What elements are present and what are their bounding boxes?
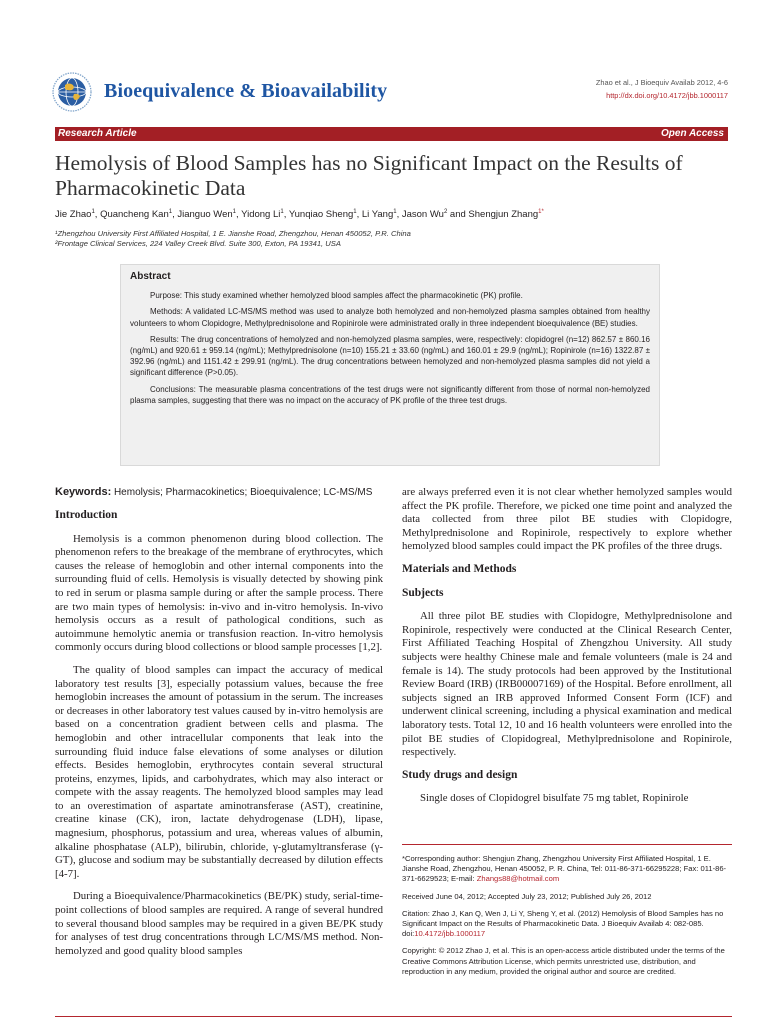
subjects-paragraph: All three pilot BE studies with Clopidogre, Methylprednisolone and Ropinirole, respectively were conducted at the Clinical Research Center, First Affiliated Teaching Hospital of Zhengzhou University. All study subjects were healthy Chinese male and female volunteers (male is 24 and female is 14). The study protocols had been approved by the Institutional Review Board (IRB) (IRB00007169) of the Hospital. Before enrollment, all subjects signed an IRB approved Informed Consent Form (ICF) and underwent clinical screening, including a physical examination and medical laboratory tests. Total 12, 10 and 16 health volunteers were enrolled into the pilot BE studies of Clopidogreal, Methylprednisolone and Ropinirole, respectively. — [402, 610, 732, 759]
abstract-methods: Methods: A validated LC-MS/MS method was used to analyze both hemolyzed and non-hemolyzed plasma samples obtained from healthy volunteers to whom Clopidogre, Methylprednisolone and Ropinirole were administrated orally in three independent bioequivalence (BE) studies. — [130, 307, 650, 328]
globe-logo-icon — [52, 72, 92, 112]
intro-paragraph: The quality of blood samples can impact the accuracy of medical laboratory test results [3], especially potassium values, because the free hemoglobin increases the amount of potassium in the serum. The increases or decreases in other laboratory test values caused by in-vitro hemolysis are based on a concentration gradient between cells and plasma. The hemoglobin and other intracellular components that leak into the surrounding fluid induce false elevations of some analyses or dilution effects. Besides hemoglobin, erythrocytes contain several structural proteins, enzymes, lipids, and carbohydrates, which may also interact or compete with the assay reagents. The hemolyzed blood samples may lead to an overestimation of aspartate aminotransferase (AST), creatinine, creatine kinase (CK), iron, lactate dehydrogenase (LDH), lipase, magnesium, phosphorus, potassium and urea, whereas values of albumin, alkaline phosphatase (ALP), bilirubin, chloride, γ-glutamyltransferase (γ-GT), glucose and sodium may be substantially decreased by dilution effects [4-7]. — [55, 663, 383, 880]
email-link[interactable]: Zhangs88@hotmail.com — [476, 874, 560, 884]
intro-paragraph: Hemolysis is a common phenomenon during blood collection. The phenomenon refers to the breakage of the membrane of erythrocytes, which causes the release of hemoglobin and other internal components into the surrounding fluid of cells. Hemolysis is visually detected by showing pink to red in serum or plasma sample during or after the sample process. There are two main types of hemolysis: in-vivo and in-vitro hemolysis. In-vivo hemolysis occurs as a result of pathological conditions, such as autoimmune hemolytic anemia or transfusion reaction. In-vitro hemolysis commonly occurs during blood collections or blood sample processes [1,2]. — [55, 532, 383, 654]
study-drugs-paragraph: Single doses of Clopidogrel bisulfate 75 mg tablet, Ropinirole — [420, 792, 689, 805]
paper-title: Hemolysis of Blood Samples has no Significant Impact on the Results of Pharmacokinetic Data — [55, 151, 683, 200]
research-article-label: Research Article — [58, 128, 137, 139]
right-column — [402, 486, 732, 815]
citation-footnote: Citation: Zhao J, Kan Q, Wen J, Li Y, Sheng Y, et al. (2012) Hemolysis of Blood Samples has no Significant Impact on the Results of Pharmacokinetic Data. J Bioequiv Availab 4: 082-085. doi:10.4172/jbb.1000117 — [402, 908, 724, 939]
journal-title: Bioequivalence & Bioavailability — [104, 80, 388, 102]
author: Yidong Li — [241, 209, 281, 221]
dates-line: Received June 04, 2012; Accepted July 23, 2012; Published July 26, 2012 — [402, 891, 652, 901]
study-drugs-heading: Study drugs and design — [402, 768, 518, 781]
keywords-label: Keywords: — [55, 486, 112, 498]
footnotes — [402, 854, 732, 984]
affiliation-2: ²Frontage Clinical Services, 224 Valley Creek Blvd. Suite 300, Exton, PA 19341, USA — [55, 239, 341, 248]
author: Jianguo Wen — [177, 209, 233, 221]
abstract-results: Results: The drug concentrations of hemolyzed and non-hemolyzed plasma samples, were, respectively: clopidogrel (n=12) 862.57 ± 860.16 (ng/mL) and 920.61 ± 959.14 (ng/mL); Methylprednisolone (n=10) 155.21 ± 33.60 (ng/mL) and 160.01 ± 29.9 (ng/mL); Ropinirole (n=16) 1322.87 ± 392.96 (ng/mL) and 1151.42 ± 299.91 (ng/mL). The drug concentrations between hemolyzed and non-hemolyzed plasma samples did not yield a significant difference (P>0.05). — [130, 334, 650, 378]
keywords — [55, 486, 383, 499]
author: Jason Wu — [401, 209, 444, 221]
citation-line: Zhao et al., J Bioequiv Availab 2012, 4-6 — [595, 78, 728, 87]
abstract-box — [120, 264, 660, 466]
affiliation-1: ¹Zhengzhou University First Affiliated Hospital, 1 E. Jianshe Road, Zhengzhou, Henan 450052, P.R. China — [55, 229, 411, 238]
author: Shengjun Zhang — [468, 209, 539, 221]
footnote-divider — [402, 844, 732, 845]
article-type-band — [55, 127, 728, 141]
author: Jie Zhao — [55, 209, 92, 221]
materials-methods-heading: Materials and Methods — [402, 562, 517, 575]
abstract-conclusions: Conclusions: The measurable plasma concentrations of the test drugs were not significantly different from those of normal non-hemolyzed plasma samples, suggesting that there was no impact on the accuracy of PK profile of the three test drugs. — [130, 384, 650, 405]
abstract-heading: Abstract — [130, 271, 171, 282]
bottom-rule — [55, 1016, 732, 1017]
author-list: Jie Zhao$^1$, Quancheng Kan$^1$, Jianguo Wen$^1$, Yidong Li$^1$, Yunqiao Sheng$^1$, Li Yang$^1$, Jason Wu$^2$ and Shengjun Zhang$^{1*}$ — [55, 209, 544, 221]
author: Li Yang — [361, 209, 394, 221]
intro-paragraph: During a Bioequivalence/Pharmacokinetics (BE/PK) study, serial-time-point collections of blood samples are required. A range of several hundred to several thousand blood samples may be required in a given BE/PK study for analyses of test drug concentrations through LC/MS/MS method. Non-hemolyzed and good quality blood samples — [55, 890, 383, 957]
author: Quancheng Kan — [100, 209, 169, 221]
doi-link[interactable]: http://dx.doi.org/10.4172/jbb.1000117 — [606, 91, 728, 100]
author: Yunqiao Sheng — [288, 209, 354, 221]
corresponding-author: *Corresponding author: Shengjun Zhang, Zhengzhou University First Affiliated Hospital, 1 E. Jianshe Road, Zhengzhou, Henan 450052, P. R. China, Tel: 011-86-371-66295228; Fax: 011-86-371-6629523; E-mail: Zhangs88@hotmail.com — [402, 854, 727, 884]
keywords-text: Hemolysis; Pharmacokinetics; Bioequivalence; LC-MS/MS — [113, 487, 373, 498]
subjects-heading: Subjects — [402, 586, 444, 599]
abstract-purpose: Purpose: This study examined whether hemolyzed blood samples affect the pharmacokinetic (PK) profile. — [150, 291, 523, 301]
citation-header — [596, 76, 728, 102]
open-access-label: Open Access — [661, 128, 724, 139]
left-column — [55, 486, 383, 967]
copyright-notice: Copyright: © 2012 Zhao J, et al. This is an open-access article distributed under the terms of the Creative Commons Attribution License, which permits unrestricted use, distribution, and reproduction in any medium, provided the original author and source are credited. — [402, 946, 725, 976]
citation-doi-link[interactable]: 10.4172/jbb.1000117 — [414, 929, 486, 939]
continued-paragraph: are always preferred even it is not clear whether hemolyzed samples would affect the PK profile. Therefore, we picked one time point and analyzed the data collected from three pilot BE studies with Clopidogre, Methylprednisolone and Ropinirole, respectively to explore whether hemolyzed blood samples could impact the PK profiles of the three drugs. — [402, 486, 732, 553]
introduction-heading: Introduction — [55, 509, 118, 521]
